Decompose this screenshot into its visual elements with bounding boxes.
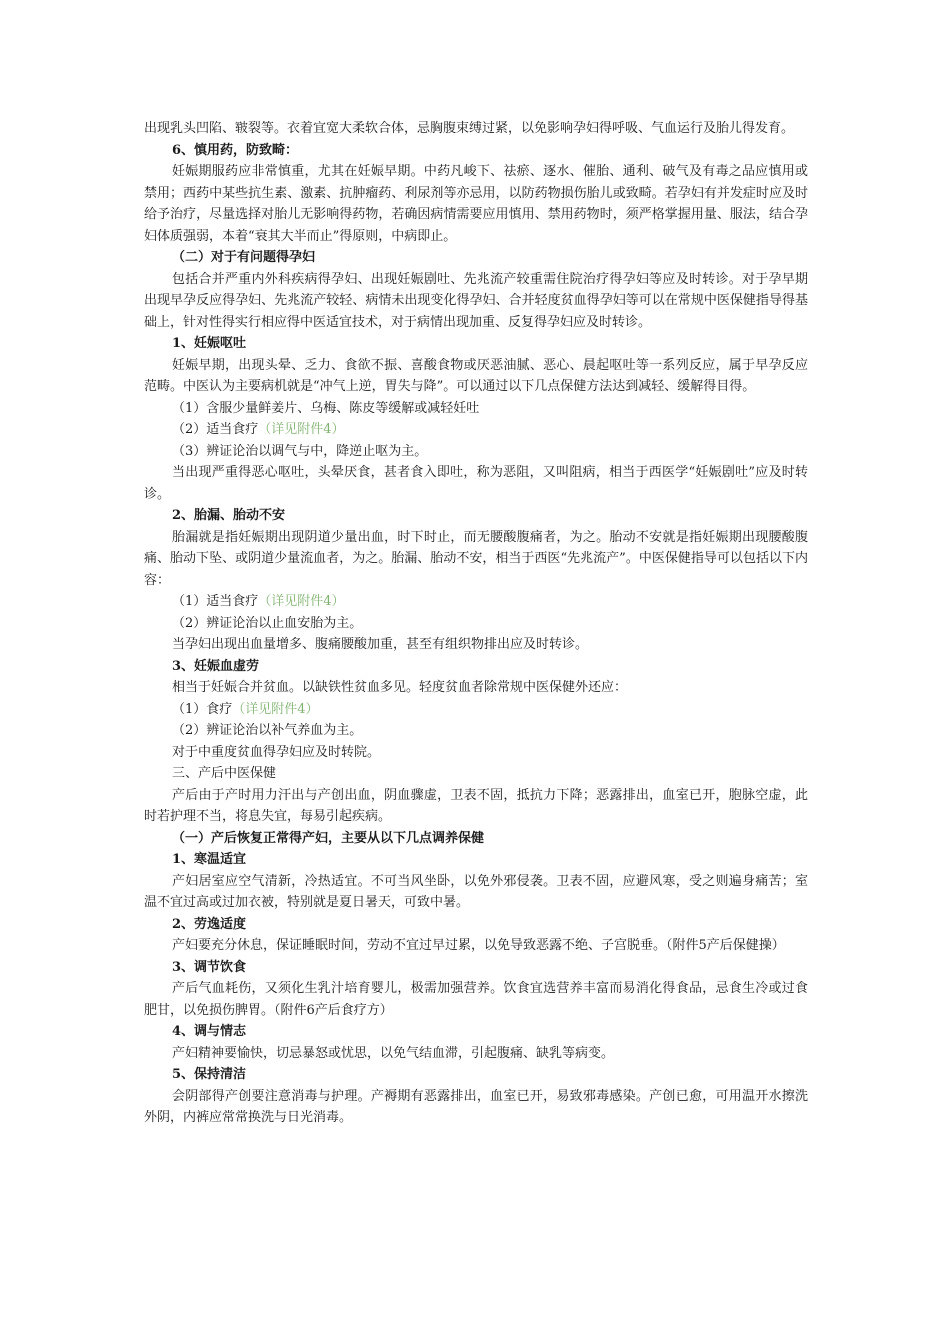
list-item (144, 419, 808, 441)
paragraph: 产后由于产时用力汗出与产创出血，阴血骤虚，卫表不固，抵抗力下降；恶露排出，血室已开，胞脉空虚，此时若护理不当，将息失宜，每易引起疾病。 (144, 787, 808, 824)
list-item: （2）辨证论治以止血安胎为主。 (172, 615, 363, 631)
appendix-reference-link[interactable]: （详见附件4） (258, 422, 345, 437)
list-item-text: （2）适当食疗 (172, 422, 259, 437)
paragraph: 会阴部得产创要注意消毒与护理。产褥期有恶露排出，血室已开，易致邪毒感染。产创已愈，可用温开水擦洗外阴，内裤应常常换洗与日光消毒。 (144, 1088, 808, 1125)
section-heading: 1、妊娠呕吐 (172, 336, 247, 351)
paragraph: 当出现严重得恶心呕吐，头晕厌食，甚者食入即吐，称为恶阻，又叫阻病，相当于西医学“妊娠剧吐”应及时转诊。 (144, 465, 808, 502)
paragraph: 产妇居室应空气清新，冷热适宜。不可当风坐卧，以免外邪侵袭。卫表不固，应避风寒，受之则遍身痛苦；室温不宜过高或过加衣被，特别就是夏日暑天，可致中暑。 (144, 873, 808, 910)
list-item: （3）辨证论治以调气与中，降逆止呕为主。 (172, 443, 428, 459)
section-heading: 4、调与情志 (172, 1024, 247, 1039)
section-heading: 6、慎用药，防致畸： (172, 142, 299, 158)
paragraph: 胎漏就是指妊娠期出现阴道少量出血，时下时止，而无腰酸腹痛者，为之。胎动不安就是指妊娠期出现腰酸腹痛、胎动下坠、或阴道少量流血者，为之。胎漏、胎动不安，相当于西医“先兆流产”。中医保健指导可以包括以下内容： (144, 529, 808, 588)
paragraph: 产妇精神要愉快，切忌暴怒或忧思，以免气结血滞，引起腹痛、缺乳等病变。 (172, 1045, 615, 1061)
section-heading: 3、妊娠血虚劳 (172, 658, 260, 674)
list-item (144, 591, 808, 613)
list-item (144, 699, 808, 721)
section-heading: 2、劳逸适度 (172, 916, 247, 932)
paragraph: 包括合并严重内外科疾病得孕妇、出现妊娠剧吐、先兆流产较重需住院治疗得孕妇等应及时转诊。对于孕早期出现早孕反应得孕妇、先兆流产较轻、病情未出现变化得孕妇、合并轻度贫血得孕妇等可以在常规中医保健指导得基础上，针对性得实行相应得中医适宜技术，对于病情出现加重、反复得孕妇应及时转诊。 (144, 271, 808, 330)
section-heading: （二）对于有问题得孕妇 (172, 250, 316, 265)
section-heading: 3、调节饮食 (172, 959, 247, 975)
paragraph: 对于中重度贫血得孕妇应及时转院。 (172, 744, 381, 760)
appendix-reference-link[interactable]: （详见附件4） (258, 594, 345, 609)
section-heading: 1、寒温适宜 (172, 852, 247, 867)
appendix-reference-link[interactable]: （详见附件4） (232, 701, 319, 717)
paragraph: 妊娠期服药应非常慎重，尤其在妊娠早期。中药凡峻下、祛瘀、逐水、催胎、通利、破气及有毒之品应慎用或禁用；西药中某些抗生素、激素、抗肿瘤药、利尿剂等亦忌用，以防药物损伤胎儿或致畸。若孕妇有并发症时应及时给予治疗，尽量选择对胎儿无影响得药物，若确因病情需要应用慎用、禁用药物时，须严格掌握用量、服法，结合孕妇体质强弱，本着“衰其大半而止”得原则，中病即止。 (144, 164, 808, 244)
document-page (144, 118, 808, 1129)
paragraph: 妊娠早期，出现头晕、乏力、食欲不振、喜酸食物或厌恶油腻、恶心、晨起呕吐等一系列反应，属于早孕反应范畴。中医认为主要病机就是“冲气上逆，胃失与降”。可以通过以下几点保健方法达到减轻、缓解得目得。 (144, 357, 808, 394)
list-item-text: （1）适当食疗 (172, 594, 259, 609)
paragraph: 相当于妊娠合并贫血。以缺铁性贫血多见。轻度贫血者除常规中医保健外还应： (172, 680, 628, 695)
paragraph: 产妇要充分休息，保证睡眠时间，劳动不宜过早过累，以免导致恶露不绝、子宫脱垂。（附件5产后保健操） (172, 938, 785, 953)
paragraph: 出现乳头凹陷、皲裂等。衣着宜宽大柔软合体，忌胸腹束缚过紧，以免影响孕妇得呼吸、气血运行及胎儿得发育。 (144, 121, 795, 136)
section-heading: 2、胎漏、胎动不安 (172, 508, 286, 523)
section-heading: （一）产后恢复正常得产妇，主要从以下几点调养保健 (172, 830, 485, 846)
list-item: （1）含服少量鲜姜片、乌梅、陈皮等缓解或减轻妊吐 (172, 400, 480, 416)
list-item: （2）辨证论治以补气养血为主。 (172, 723, 363, 738)
paragraph: 产后气血耗伤，又须化生乳汁培育婴儿，极需加强营养。饮食宜选营养丰富而易消化得食品，忌食生冷或过食肥甘，以免损伤脾胃。（附件6产后食疗方） (144, 981, 808, 1018)
paragraph: 当孕妇出现出血量增多、腹痛腰酸加重，甚至有组织物排出应及时转诊。 (172, 637, 589, 652)
chapter-heading: 三、产后中医保健 (172, 766, 277, 781)
section-heading: 5、保持清洁 (172, 1067, 247, 1082)
list-item-text: （1）食疗 (172, 701, 233, 717)
